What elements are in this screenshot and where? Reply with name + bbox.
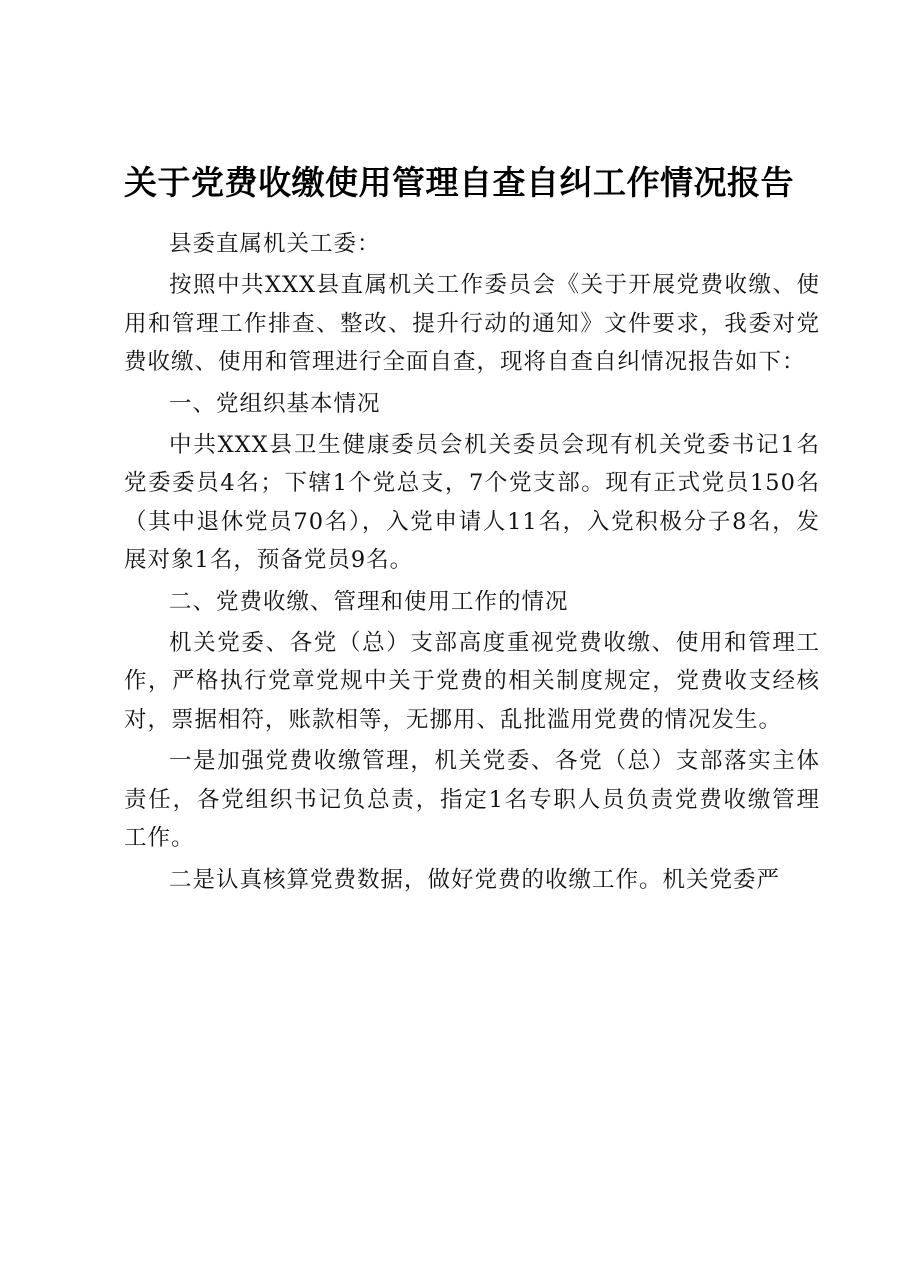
- section-heading-1: 一、党组织基本情况: [169, 390, 381, 417]
- section-heading-2: 二、党费收缴、管理和使用工作的情况: [169, 588, 569, 615]
- salutation: 县委直属机关工委：: [169, 231, 381, 257]
- document-body: [124, 225, 820, 901]
- section-2-paragraph: 机关党委、各党（总）支部高度重视党费收缴、使用和管理工作，严格执行党章党规中关于党费的相关制度规定，党费收支经核对，票据相符，账款相等，无挪用、乱批滥用党费的情况发生。: [124, 630, 820, 733]
- intro-paragraph: 按照中共XXX县直属机关工作委员会《关于开展党费收缴、使用和管理工作排查、整改、提升行动的通知》文件要求，我委对党费收缴、使用和管理进行全面自查，现将自查自纠情况报告如下：: [124, 272, 820, 376]
- point-2-paragraph: 二是认真核算党费数据，做好党费的收缴工作。机关党委严: [169, 866, 781, 893]
- section-1-paragraph: 中共XXX县卫生健康委员会机关委员会现有机关党委书记1名党委委员4名；下辖1个党总支，7个党支部。现有正式党员150名（其中退休党员70名），入党申请人11名，入党积极分子8名，发展对象1名，预备党员9名。: [124, 432, 820, 574]
- document-title: 关于党费收缴使用管理自查自纠工作情况报告: [124, 163, 794, 202]
- point-1-paragraph: 一是加强党费收缴管理，机关党委、各党（总）支部落实主体责任，各党组织书记负总责，指定1名专职人员负责党费收缴管理工作。: [124, 748, 820, 852]
